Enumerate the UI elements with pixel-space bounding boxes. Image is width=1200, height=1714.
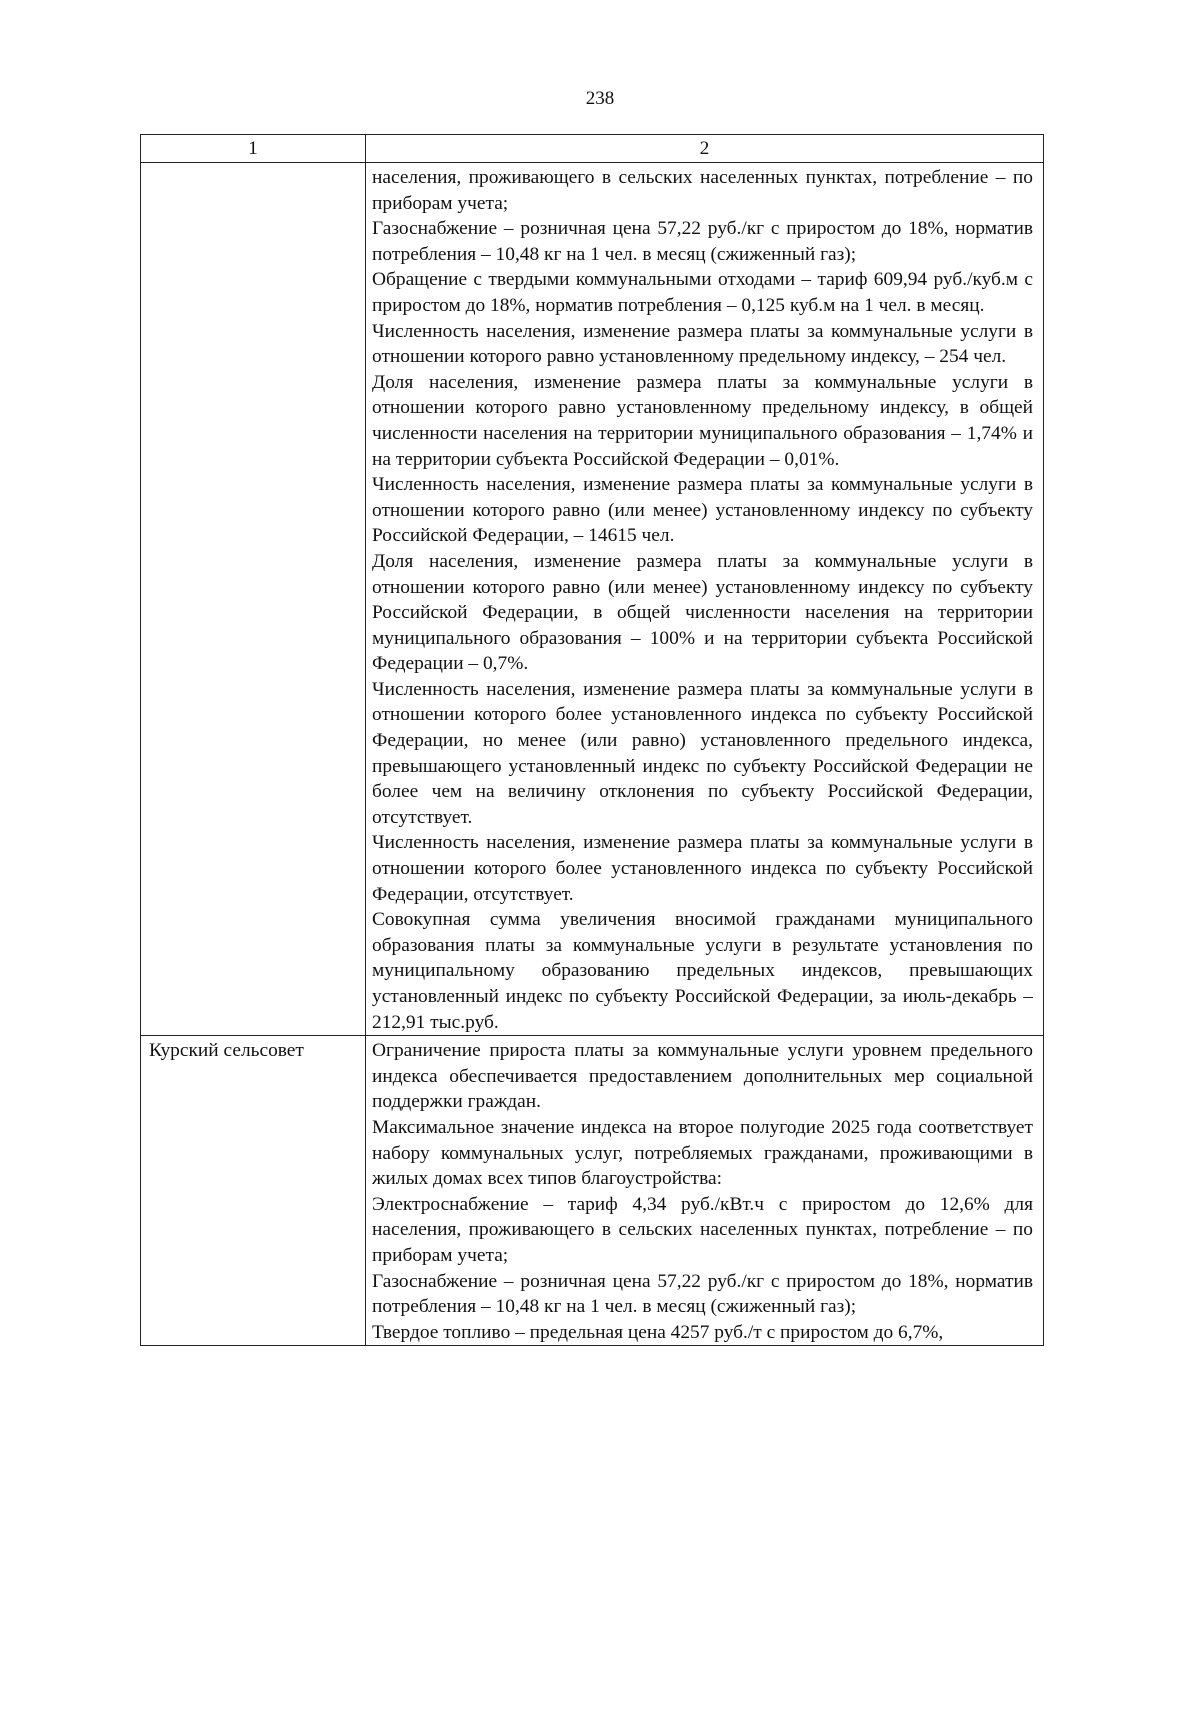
row-content-cell — [366, 163, 1044, 1036]
page-number: 238 — [585, 88, 615, 109]
row-label-cell — [141, 163, 366, 1036]
column-header-2: 2 — [366, 135, 1044, 163]
table-row — [141, 163, 1044, 1036]
paragraph: Газоснабжение – розничная цена 57,22 руб./кг с приростом до 18%, норматив потребления – 10,48 кг на 1 чел. в месяц (сжиженный газ); — [372, 1270, 1033, 1318]
paragraph: Газоснабжение – розничная цена 57,22 руб./кг с приростом до 18%, норматив потребления – 10,48 кг на 1 чел. в месяц (сжиженный газ); — [372, 218, 1033, 265]
paragraph: Совокупная сумма увеличения вносимой гражданами муниципального образования платы за коммунальные услуги в результате установления по муниципальному образованию предельных индексов, превышающих установленный индекс по субъекту Российской Федерации, за июль-декабрь – 212,91 тыс.руб. — [372, 909, 1033, 1033]
paragraph: Твердое топливо – предельная цена 4257 руб./т с приростом до 6,7%, — [372, 1321, 944, 1343]
paragraph: населения, проживающего в сельских населенных пунктах, потребление – по приборам учета; — [372, 167, 1033, 214]
paragraph: Максимальное значение индекса на второе полугодие 2025 года соответствует набору коммунальных услуг, потребляемых гражданами, проживающими в жилых домах всех типов благоустройства: — [372, 1116, 1033, 1190]
table-row — [141, 1036, 1044, 1346]
paragraph: Обращение с твердыми коммунальными отходами – тариф 609,94 руб./куб.м с приростом до 18%, норматив потребления – 0,125 куб.м на 1 чел. в месяц. — [372, 269, 1033, 316]
data-table — [140, 134, 1044, 1346]
paragraph: Численность населения, изменение размера платы за коммунальные услуги в отношении которого равно установленному предельному индексу, – 254 чел. — [372, 320, 1033, 368]
paragraph: Численность населения, изменение размера платы за коммунальные услуги в отношении которого равно (или менее) установленному индексу по субъекту Российской Федерации, – 14615 чел. — [372, 474, 1033, 547]
paragraph: Ограничение прироста платы за коммунальные услуги уровнем предельного индекса обеспечивается предоставлением дополнительных мер социальной поддержки граждан. — [372, 1040, 1033, 1113]
column-header-1: 1 — [141, 135, 366, 163]
paragraph: Электроснабжение – тариф 4,34 руб./кВт.ч с приростом до 12,6% для населения, проживающего в сельских населенных пунктах, потребление – по приборам учета; — [372, 1193, 1033, 1266]
row-label: Курский сельсовет — [149, 1040, 304, 1062]
paragraph: Численность населения, изменение размера платы за коммунальные услуги в отношении которого более установленного индекса по субъекту Российской Федерации, но менее (или равно) установленного предельного индекса, превышающего установленный индекс по субъекту Российской Федерации не более чем на величину отклонения по субъекту Российской Федерации, отсутствует. — [372, 678, 1033, 828]
table-header-row — [141, 135, 1044, 163]
row-label-cell — [141, 1036, 366, 1346]
paragraph: Доля населения, изменение размера платы за коммунальные услуги в отношении которого равно (или менее) установленному индексу по субъекту Российской Федерации, в общей численности населения на территории муниципального образования – 100% и на территории субъекта Российской Федерации – 0,7%. — [372, 550, 1033, 675]
row-content-cell — [366, 1036, 1044, 1346]
paragraph: Доля населения, изменение размера платы за коммунальные услуги в отношении которого равно установленному предельному индексу, в общей численности населения на территории муниципального образования – 1,74% и на территории субъекта Российской Федерации – 0,01%. — [372, 371, 1033, 470]
paragraph: Численность населения, изменение размера платы за коммунальные услуги в отношении которого более установленного индекса по субъекту Российской Федерации, отсутствует. — [372, 832, 1033, 905]
